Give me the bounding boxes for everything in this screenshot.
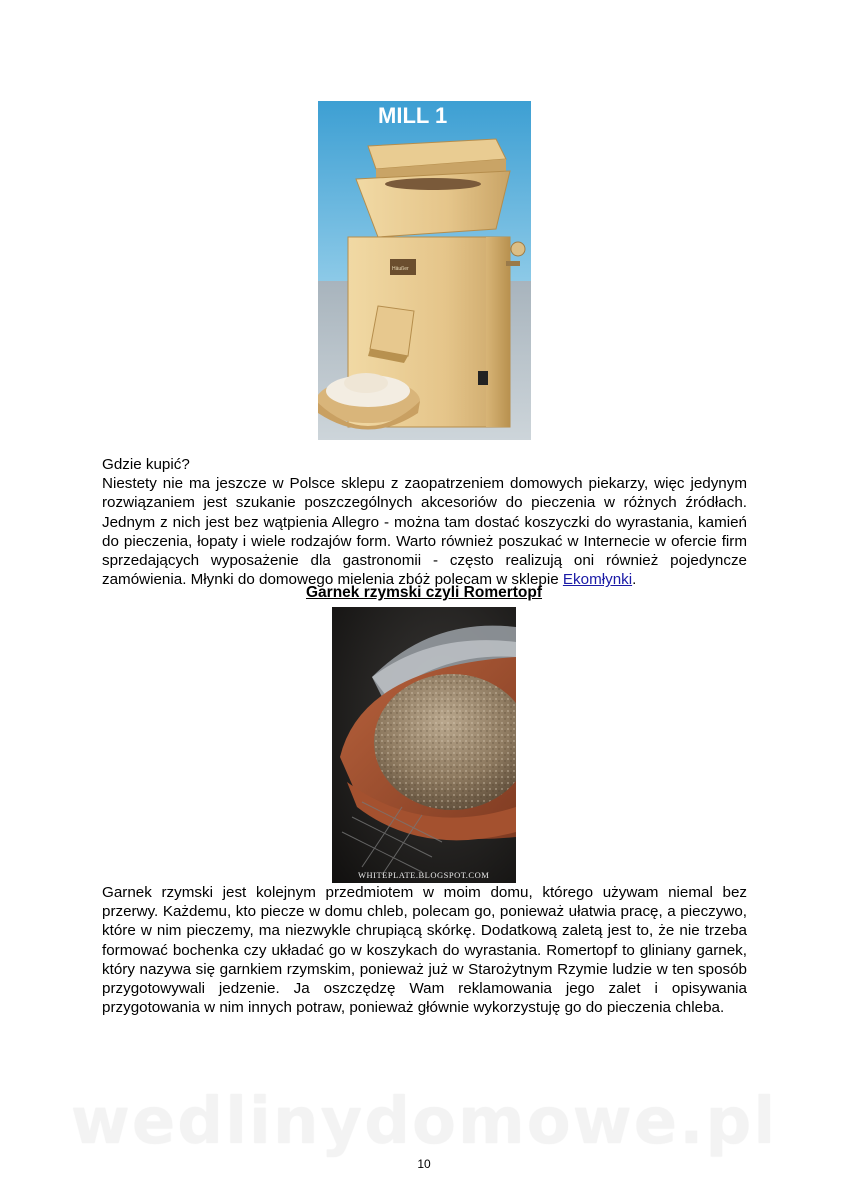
link-suffix: .	[632, 571, 637, 589]
where-to-buy-paragraph	[102, 474, 747, 589]
romertopf-section-title: Garnek rzymski czyli Romertopf	[305, 584, 543, 601]
page-number: 10	[417, 1157, 431, 1171]
where-to-buy-text: Niestety nie ma jeszcze w Polsce sklepu z zaopatrzeniem domowych piekarzy, więc jedynym rozwiązaniem jest szukanie poszczególnych akcesoriów do pieczenia w różnych źródłach. Jednym z nich jest bez wątpienia Allegro - można tam dostać koszyczki do wyrastania, kamień do pieczenia, łopaty i wiele rodzajów form. Warto również poszukać w Internecie w ofercie firm sprzedających wyposażenie dla gastronomii - często realizują oni również pojedyncze zamówienia. Młynki do domowego mielenia zbóż polecam w sklepie	[102, 475, 747, 589]
site-watermark: wedlinydomowe.pl	[70, 1085, 778, 1159]
ekomlynki-link[interactable]: Ekomłynki	[562, 571, 633, 589]
where-to-buy-heading: Gdzie kupić?	[102, 456, 190, 473]
photo-watermark: WHITEPLATE.BLOGSPOT.COM	[358, 870, 490, 880]
romertopf-section	[102, 883, 747, 1017]
where-to-buy-section	[102, 455, 747, 589]
grain-mill-illustration	[318, 101, 531, 440]
romertopf-paragraph: Garnek rzymski jest kolejnym przedmiotem w moim domu, którego używam niemal bez przerwy. Każdemu, kto piecze w domu chleb, polecam go, ponieważ ułatwia pracę, a pieczywo, które w nim pieczemy, ma niezwykle chrupiącą skórkę. Dodatkową zaletą jest to, że nie trzeba formować bochenka czy układać go w koszykach do wyrastania. Romertopf to gliniany garnek, który nazywa się garnkiem rzymskim, ponieważ już w Starożytnym Rzymie ludzie w ten sposób przygotowywali jedzenie. Ja oszczędzę Wam reklamowania jego zalet i opisywania przygotowania w nim innych potraw, ponieważ głównie wykorzystuję go do pieczenia chleba.	[102, 884, 747, 1017]
mill-caption: MILL 1	[378, 103, 448, 128]
corner-mark	[100, 0, 106, 4]
mill-badge-text: Häußer	[392, 266, 409, 272]
romertopf-bread-photo	[332, 607, 516, 883]
grain-mill-photo	[318, 101, 531, 440]
bread-in-clay-pot-illustration	[332, 607, 516, 883]
